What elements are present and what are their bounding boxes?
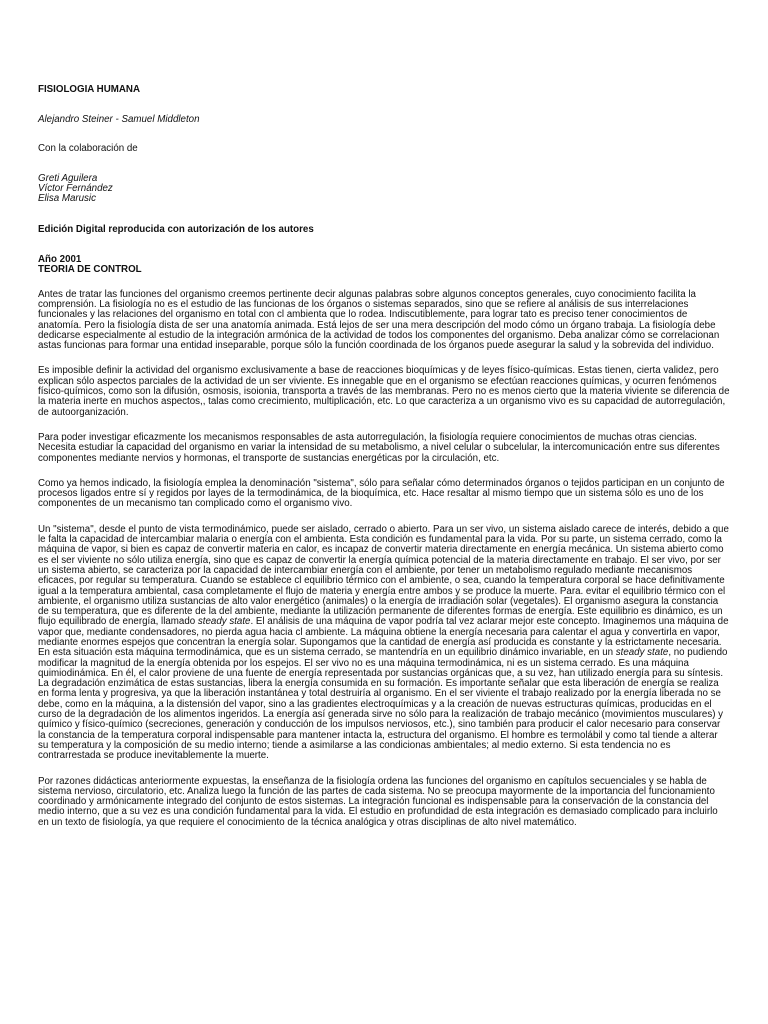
- collaborator-name: Víctor Fernández: [38, 183, 113, 195]
- body-paragraph: Para poder investigar eficazmente los mecanismos responsables de asta autorregulación, la fisiología requiere conocimientos de muchas otras ciencias. Necesita estudiar la capacidad del organismo en variar la intensidad de su metabolismo, a nivel celular o subcelular, la intercomunicación entre sus diferentes componentes mediante nervios y hormonas, el transporte de sustancias energéticas por la circulación, etc.: [38, 431, 720, 464]
- body-paragraph: Por razones didácticas anteriormente expuestas, la enseñanza de la fisiología ordena las funciones del organismo en capítulos secuenciales y se habla de sistema nervioso, circulatorio, etc. Analiza luego la función de las partes de cada sistema. No se preocupa mayormente de la importancia del funcionamiento coordinado y armónicamente integrado del conjunto de estos sistemas. La integración funcional es indispensable para la conservación de la constancia del medio interno, que a su vez es una condición fundamental para la vida. El estudio en profundidad de esta integración es demasiado complicado para incluirlo en un texto de fisiología, ya que requiere el conocimiento de la técnica analógica y otras disciplinas de alto nivel matemático.: [38, 775, 718, 828]
- collaborator-name: Elisa Marusic: [38, 193, 96, 205]
- authors-line: Alejandro Steiner - Samuel Middleton: [38, 114, 200, 126]
- body-paragraph: Es imposible definir la actividad del organismo exclusivamente a base de reacciones bioquímicas y de leyes físico-químicas. Estas tienen, cierta validez, pero explican sólo aspectos parciales de la actividad de un ser viviente. Es innegable que en el organismo se efectúan reacciones químicas, y ocurren fenómenos físico-químicos, como son la difusión, osmosis, isoionia, transporta a través de las membranas. Pero no es menos cierto que la materia viviente se diferencia de la materia inerte en muchos aspectos,, talas como crecimiento, multiplicación, etc. Lo que caracteriza a un organismo vivo es su capacidad de autorregulación, de autoorganización.: [38, 365, 730, 418]
- edition-note: Edición Digital reproducida con autorización de los autores: [38, 223, 314, 235]
- body-paragraph: Antes de tratar las funciones del organismo creemos pertinente decir algunas palabras sobre algunos conceptos generales, cuyo conocimiento facilita la comprensión. La fisiología no es el estudio de las funcionas de los órganos o sistemas separados, sino que se refiere al análisis de sus interrelaciones funcionales y las relaciones del organismo en total con cl ambienta que lo rodea. Indiscutiblemente, para lograr tato es preciso tener conocimientos de anatomía. Pero la fisiología dista de ser una anatomía animada. Está lejos de ser una mera descripción del modo cómo un órgano trabaja. La fisiología debe dedicarse especialmente al estudio de la integración armónica de la actividad de todos los componentes del organismo. Deba analizar cómo se correlacionan astas funcionas para formar una entidad inseparable, porque sólo la función coordinada de los órganos puede asegurar la salud y la sobrevida del individuo.: [38, 288, 720, 352]
- body-paragraph: Como ya hemos indicado, la fisiología emplea la denominación "sistema", sólo para señalar cómo determinados órganos o tejidos participan en un conjunto de procesos ligados entre sí y regidos por layes de la termodinámica, de la bioquímica, etc. Hace resaltar al mismo tiempo que un sistema sólo es uno de los componentes de un mecanismo tan complicado como el organismo vivo.: [38, 477, 725, 510]
- document-title: FISIOLOGIA HUMANA: [38, 84, 141, 95]
- section-title: TEORIA DE CONTROL: [38, 264, 142, 276]
- collaboration-label: Con la colaboración de: [38, 142, 138, 154]
- collaborator-name: Greti Aguilera: [38, 172, 98, 184]
- publication-year: Año 2001: [38, 254, 82, 266]
- body-paragraph: Un "sistema", desde el punto de vista termodinámico, puede ser aislado, cerrado o abierto. Para un ser vivo, un sistema aislado carece de interés, debido a que le falta la capacidad de intercambiar malaria o energía con el ambienta. Esta condición es fundamental para la vida. Por su parte, un sistema cerrado, como la máquina de vapor, si bien es capaz de convertir materia en calor, es incapaz de convertir materia directamente en energía mecánica. Un sistema abierto como es el ser viviente no sólo utiliza energía, sino que es capaz de convertir la energía química potencial de la materia directamente en trabajo. El ser vivo, por ser un sistema abierto, se caracteriza por la capacidad de intercambiar energía con el ambiente, por tener un metabolismo regulado mediante mecanismos eficaces, por regular su temperatura. Cuando se establece cl equilibrio térmico con el ambiente, o sea, cuando la temperatura corporal se hace definitivamente igual a la temperatura ambiental, casa completamente el flujo de materia y energía entre ambos y se produce la muerte. Para. evitar el equilibrio térmico con el ambiente, el organismo utiliza sustancias de alto valor energético (animales) o la energía de irradiación solar (vegetales). El organismo asegura la constancia de su temperatura, que es diferente de la del ambiente, mediante la utilización permanente de diferentes formas de energía. Este equilibrio es dinámico, es un flujo equilibrado de energía, llamado steady state. El análisis de una máquina de vapor podría tal vez aclarar mejor este concepto. Imaginemos una máquina de vapor que, mediante condensadores, no pierda agua hacia cl ambiente. La máquina obtiene la energía necesaria para calentar el agua y convertirla en vapor, mediante enormes espejos que concentran la energía solar. Supongamos que la cantidad de energía así producida es constante y la estrictamente necesaria. En esta situación esta máquina termodinámica, que es un sistema cerrado, se mantendría en un equilibrio dinámico invariable, en un steady state, no pudiendo modificar la magnitud de la energía obtenida por los espejos. El ser vivo no es una máquina termodinámica, ni es un sistema cerrado. Es una máquina quimiodinámica. En él, el calor proviene de una fuente de energía representada por sustancias orgánicas que, a su vez, han utilizado energía para su síntesis. La degradación enzimática de estas sustancias, libera la energía consumida en su formación. Es importante señalar que esta liberación de energía se realiza en forma lenta y progresiva, ya que la liberación instantánea y total destruiría al organismo. En el ser viviente el trabajo realizado por la energía liberada no se debe, como en la máquina, a la distensión del vapor, sino a las gradientes electroquímicas y a la creación de nuevas estructuras químicas, producidas en el curso de la degradación de los alimentos ingeridos. La energía así generada sirve no sólo para la realización de trabajo mecánico (movimientos musculares) y químico y físico-químico (secreciones, generación y conducción de los impulsos nerviosos, etc.), sino también para producir el calor necesario para conservar la constancia de la temperatura corporal indispensable para mantener intacta la, estructura del organismo. El hombre es termolábil y como tal tiende a alterar su temperatura y la composición de su medio interno; tiende a asimilarse a las condicionas ambientales; al medio externo. Si esta tendencia no es contrarrestada se produce inevitablemente la muerte.: [38, 523, 729, 762]
- collaborators-list: [38, 174, 730, 205]
